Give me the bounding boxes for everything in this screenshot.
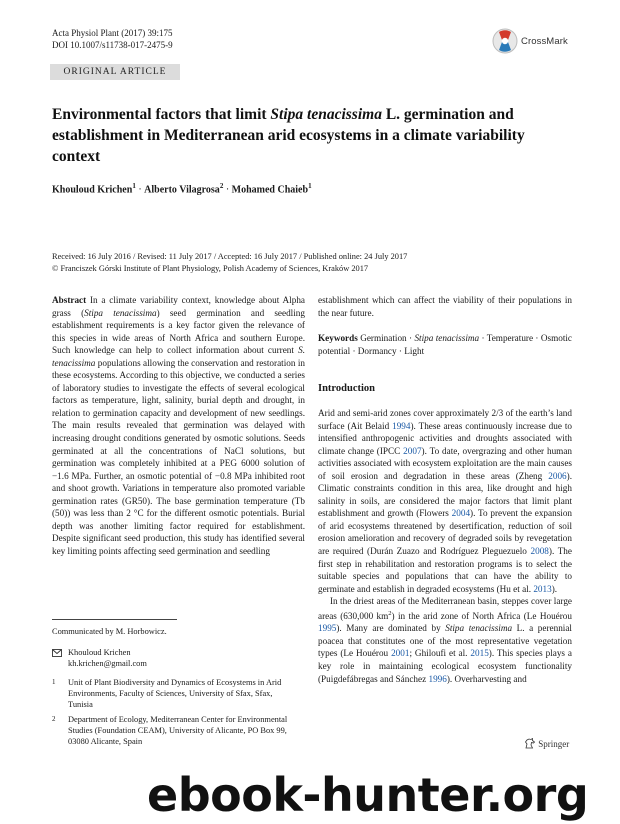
title-species: Stipa tenacissima (270, 106, 382, 123)
title-part-1: Environmental factors that limit (52, 106, 271, 123)
article-title (52, 104, 572, 167)
affiliation-number: 1 (52, 678, 56, 686)
corresponding-author (52, 647, 147, 669)
text-run: L. a perennial poacea that constitutes one of the most representative vegetation types (Le Houérou (318, 623, 572, 659)
introduction-body (318, 407, 572, 685)
text-run: ; Ghiloufi et al. (409, 648, 471, 659)
publisher-name: Springer (538, 739, 570, 749)
introduction-heading: Introduction (318, 383, 375, 394)
author-name[interactable]: Khouloud Krichen (52, 184, 133, 196)
citation-link[interactable]: 2004 (451, 508, 471, 519)
abstract-text (52, 294, 305, 557)
citation-link[interactable]: 2013 (533, 583, 552, 594)
citation-link[interactable]: 2006 (548, 470, 567, 481)
abstract-section (52, 294, 305, 557)
dates-line: Received: 16 July 2016 / Revised: 11 July 2017 / Accepted: 16 July 2017 / Published online: 24 July 2017 (52, 252, 408, 261)
springer-horse-icon (524, 738, 536, 749)
author-list (52, 182, 312, 195)
abstract-species: S. tenacissima (52, 345, 305, 368)
keywords-heading: Keywords (318, 333, 358, 344)
crossmark-label: CrossMark (521, 36, 568, 47)
crossmark-badge[interactable] (492, 26, 592, 54)
keywords-fragment: Germination · (357, 333, 415, 344)
author-affiliation-mark: 1 (308, 182, 312, 190)
author-affiliation-mark: 2 (219, 182, 224, 190)
text-run: ). Overharvesting and (446, 673, 527, 684)
affiliation-2 (52, 714, 292, 747)
corresponding-name: Khouloud Krichen (68, 648, 131, 657)
affiliation-number: 2 (52, 715, 56, 723)
introduction-paragraph-1 (318, 407, 572, 595)
citation-link[interactable]: 1995 (318, 623, 337, 634)
copyright-line: © Franciszek Górski Institute of Plant Physiology, Polish Academy of Sciences, Kraków 2017 (52, 263, 369, 273)
watermark: ebook-hunter.org (147, 768, 589, 822)
citation-link[interactable]: 2008 (530, 546, 549, 557)
publication-dates (52, 251, 572, 274)
text-run: ). (551, 583, 558, 594)
text-run: ). Many are dominated by (336, 623, 446, 634)
keywords-fragment: · Temperature · Osmotic potential · Dormancy · Light (318, 333, 572, 356)
superscript: 2 (388, 609, 392, 617)
right-column (318, 294, 572, 357)
crossmark-icon (492, 28, 518, 54)
abstract-heading: Abstract (52, 295, 87, 305)
publisher-logo (524, 738, 569, 749)
species-name: Stipa tenacissima (445, 623, 513, 634)
abstract-fragment: ) seed germination and seedling establishment requirements is a key factor given the relevance of this species in wide areas of North Africa and southern Europe. Such knowledge can help to collect information about current (52, 307, 305, 356)
introduction-paragraph-2 (318, 595, 572, 685)
communicated-by: Communicated by M. Horbowicz. (52, 627, 167, 636)
corresponding-email[interactable]: kh.krichen@gmail.com (68, 659, 147, 668)
text-run: ). These areas continuously increase due to intensified anthropogenic activities and droughts associated with climate change (IPCC (318, 420, 572, 456)
abstract-species: Stipa tenacissima (84, 307, 157, 318)
author-separator: · (223, 184, 232, 196)
text-run: ). To date, overgrazing and other human activities associated with ecosystem exploitation are the main causes of soil erosion and degradation in these areas (Zheng (318, 445, 572, 481)
citation-link[interactable]: 1996 (428, 673, 447, 684)
citation-link[interactable]: 1994 (392, 420, 411, 431)
text-run: ) in the arid zone of North Africa (Le Houérou (391, 610, 572, 621)
affiliation-1 (52, 677, 292, 710)
text-run: ). To prevent the expansion of arid ecosystems threatened by desertification, reduction of soil erosion amelioration and recovery of degraded soils by revegetation are required (Durán Zuazo and Rodríguez Pleguezuelo (318, 508, 573, 557)
author-name[interactable]: Mohamed Chaieb (231, 184, 309, 196)
text-run: Arid and semi-arid zones cover approximately 2/3 of the earth’s land surface (Ait Belaid (318, 408, 572, 431)
text-run: ). This species plays a key role in maintaining ecological ecosystem functionality (Puigdefábregas and Sánchez (318, 648, 573, 684)
author-name[interactable]: Alberto Vilagrosa (144, 184, 220, 196)
text-run: ). The first step in rehabilitation and restoration programs is to select the suitable species and populations that can have the ability to germinate and establish in degraded ecosystems (Hu et al. (318, 546, 572, 594)
affiliation-text: Unit of Plant Biodiversity and Dynamics of Ecosystems in Arid Environments, Faculty of Sciences, University of Sfax, Sfax, Tunisia (68, 678, 282, 709)
article-type-banner: ORIGINAL ARTICLE (50, 64, 180, 80)
keywords-species: Stipa tenacissima (414, 333, 480, 344)
abstract-continuation: establishment which can affect the viability of their populations in the near future. (318, 295, 572, 318)
text-run: In the driest areas of the Mediterranean basin, steppes cover large areas (630,000 km (318, 596, 572, 621)
abstract-fragment: In a climate variability context, knowledge about Alpha grass ( (52, 295, 305, 318)
abstract-fragment: populations allowing the conservation and restoration in these ecosystems. According to this objective, we conducted a series of laboratory studies to investigate the effects of several ecological factors as temperature, light, salinity, burial depth and drought, in relation to germination capacity and development of new seedlings. The main results revealed that germination was delayed with increasing drought conditions generated by osmotic solutions. Seeds germinated at all the concentrations of NaCl solutions, but germination was completely inhibited at a PEG 6000 solution of −1.6 MPa. Further, an osmotic potential of −0.8 MPa inhibited root and shoot growth. Variations in temperature also promoted variable germination rates (GR50). The base germination temperature (Tb (50)) was less than 2 °C for the different osmotic potentials. Burial depth was another limiting factor required for establishment. Despite significant seed production, this study has identified several key limiting points affecting seed germination and seedling (52, 357, 305, 556)
author-separator: · (135, 184, 145, 196)
citation-link[interactable]: 2015 (470, 648, 489, 659)
author-affiliation-mark: 1 (132, 182, 136, 190)
envelope-icon (52, 649, 62, 657)
citation-link[interactable]: 2007 (403, 445, 422, 456)
footnote-rule (52, 619, 177, 620)
doi[interactable]: DOI 10.1007/s11738-017-2475-9 (52, 40, 173, 50)
affiliation-text: Department of Ecology, Mediterranean Center for Environmental Studies (Foundation CEAM), University of Alicante, PO Box 99, 03080 Alicante, Spain (68, 715, 288, 746)
keywords (318, 332, 572, 357)
journal-citation: Acta Physiol Plant (2017) 39:175 (52, 28, 173, 38)
text-run: ). Climatic constraints condition in this area, like drought and high salinity in soils, are considered the major factors that limit plant establishment and growth (Flowers (318, 470, 572, 519)
title-part-2: L. germination and establishment in Mediterranean arid ecosystems in a climate variability context (52, 106, 525, 165)
citation-link[interactable]: 2001 (391, 648, 410, 659)
